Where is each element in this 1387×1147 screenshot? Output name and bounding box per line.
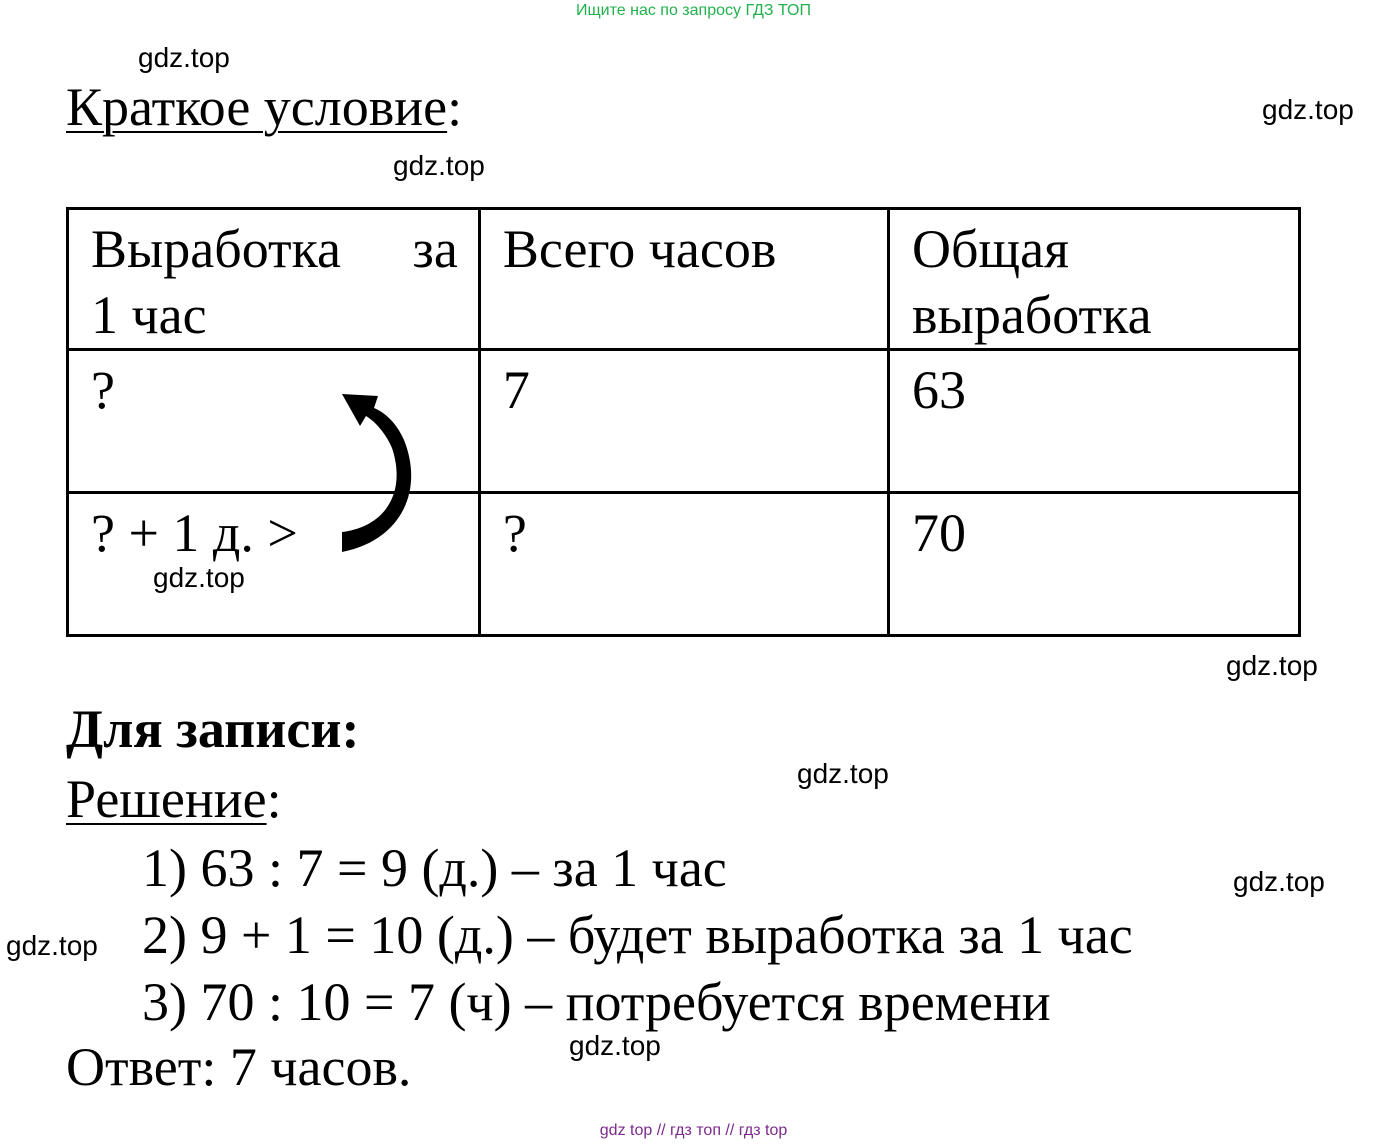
header-total-hours: Всего часов — [479, 209, 888, 350]
table-cell: ? — [68, 350, 480, 493]
solution-step-3: 3) 70 : 10 = 7 (ч) – потребуется времени — [142, 972, 1051, 1032]
table-cell: ? + 1 д. > — [68, 493, 480, 636]
solution-label — [66, 769, 282, 829]
watermark: gdz.top — [393, 150, 485, 181]
solution-text: Решение — [66, 769, 267, 829]
solution-step-2: 2) 9 + 1 = 10 (д.) – будет выработка за 1 час — [142, 905, 1133, 965]
curved-arrow-icon — [330, 380, 420, 560]
table-cell: 70 — [889, 493, 1300, 636]
header-total-word: Общая — [912, 219, 1069, 279]
title-colon: : — [447, 77, 463, 137]
table-row — [68, 350, 1300, 493]
answer-line: Ответ: 7 часов. — [66, 1037, 412, 1097]
header-output-per-hour — [68, 209, 480, 350]
footer-links: gdz top // гдз топ // гдз top — [599, 1122, 788, 1139]
solution-step-1: 1) 63 : 7 = 9 (д.) – за 1 час — [142, 838, 727, 898]
watermark: gdz.top — [1262, 94, 1354, 125]
watermark: gdz.top — [1233, 866, 1325, 897]
table-cell: 7 — [479, 350, 888, 493]
header-total-output — [889, 209, 1300, 350]
header-per-word: за — [412, 219, 458, 279]
watermark: gdz.top — [797, 758, 889, 789]
watermark: gdz.top — [569, 1030, 661, 1061]
title-text: Краткое условие — [66, 77, 448, 137]
watermark: gdz.top — [1226, 650, 1318, 681]
watermark: gdz.top — [138, 42, 230, 73]
header-output-word: Выработка — [91, 219, 342, 279]
table-cell: ? — [479, 493, 888, 636]
solution-colon: : — [266, 769, 282, 829]
table-row — [68, 493, 1300, 636]
condition-table — [66, 207, 1301, 637]
table-header-row — [68, 209, 1300, 350]
table-cell: 63 — [889, 350, 1300, 493]
header-output-word-2: выработка — [912, 285, 1152, 345]
watermark: gdz.top — [153, 562, 245, 593]
top-banner: Ищите нас по запросу ГДЗ ТОП — [576, 2, 811, 19]
page-title — [66, 77, 463, 137]
watermark: gdz.top — [6, 930, 98, 961]
header-one-hour: 1 час — [91, 285, 207, 345]
section-title: Для записи: — [66, 699, 360, 759]
